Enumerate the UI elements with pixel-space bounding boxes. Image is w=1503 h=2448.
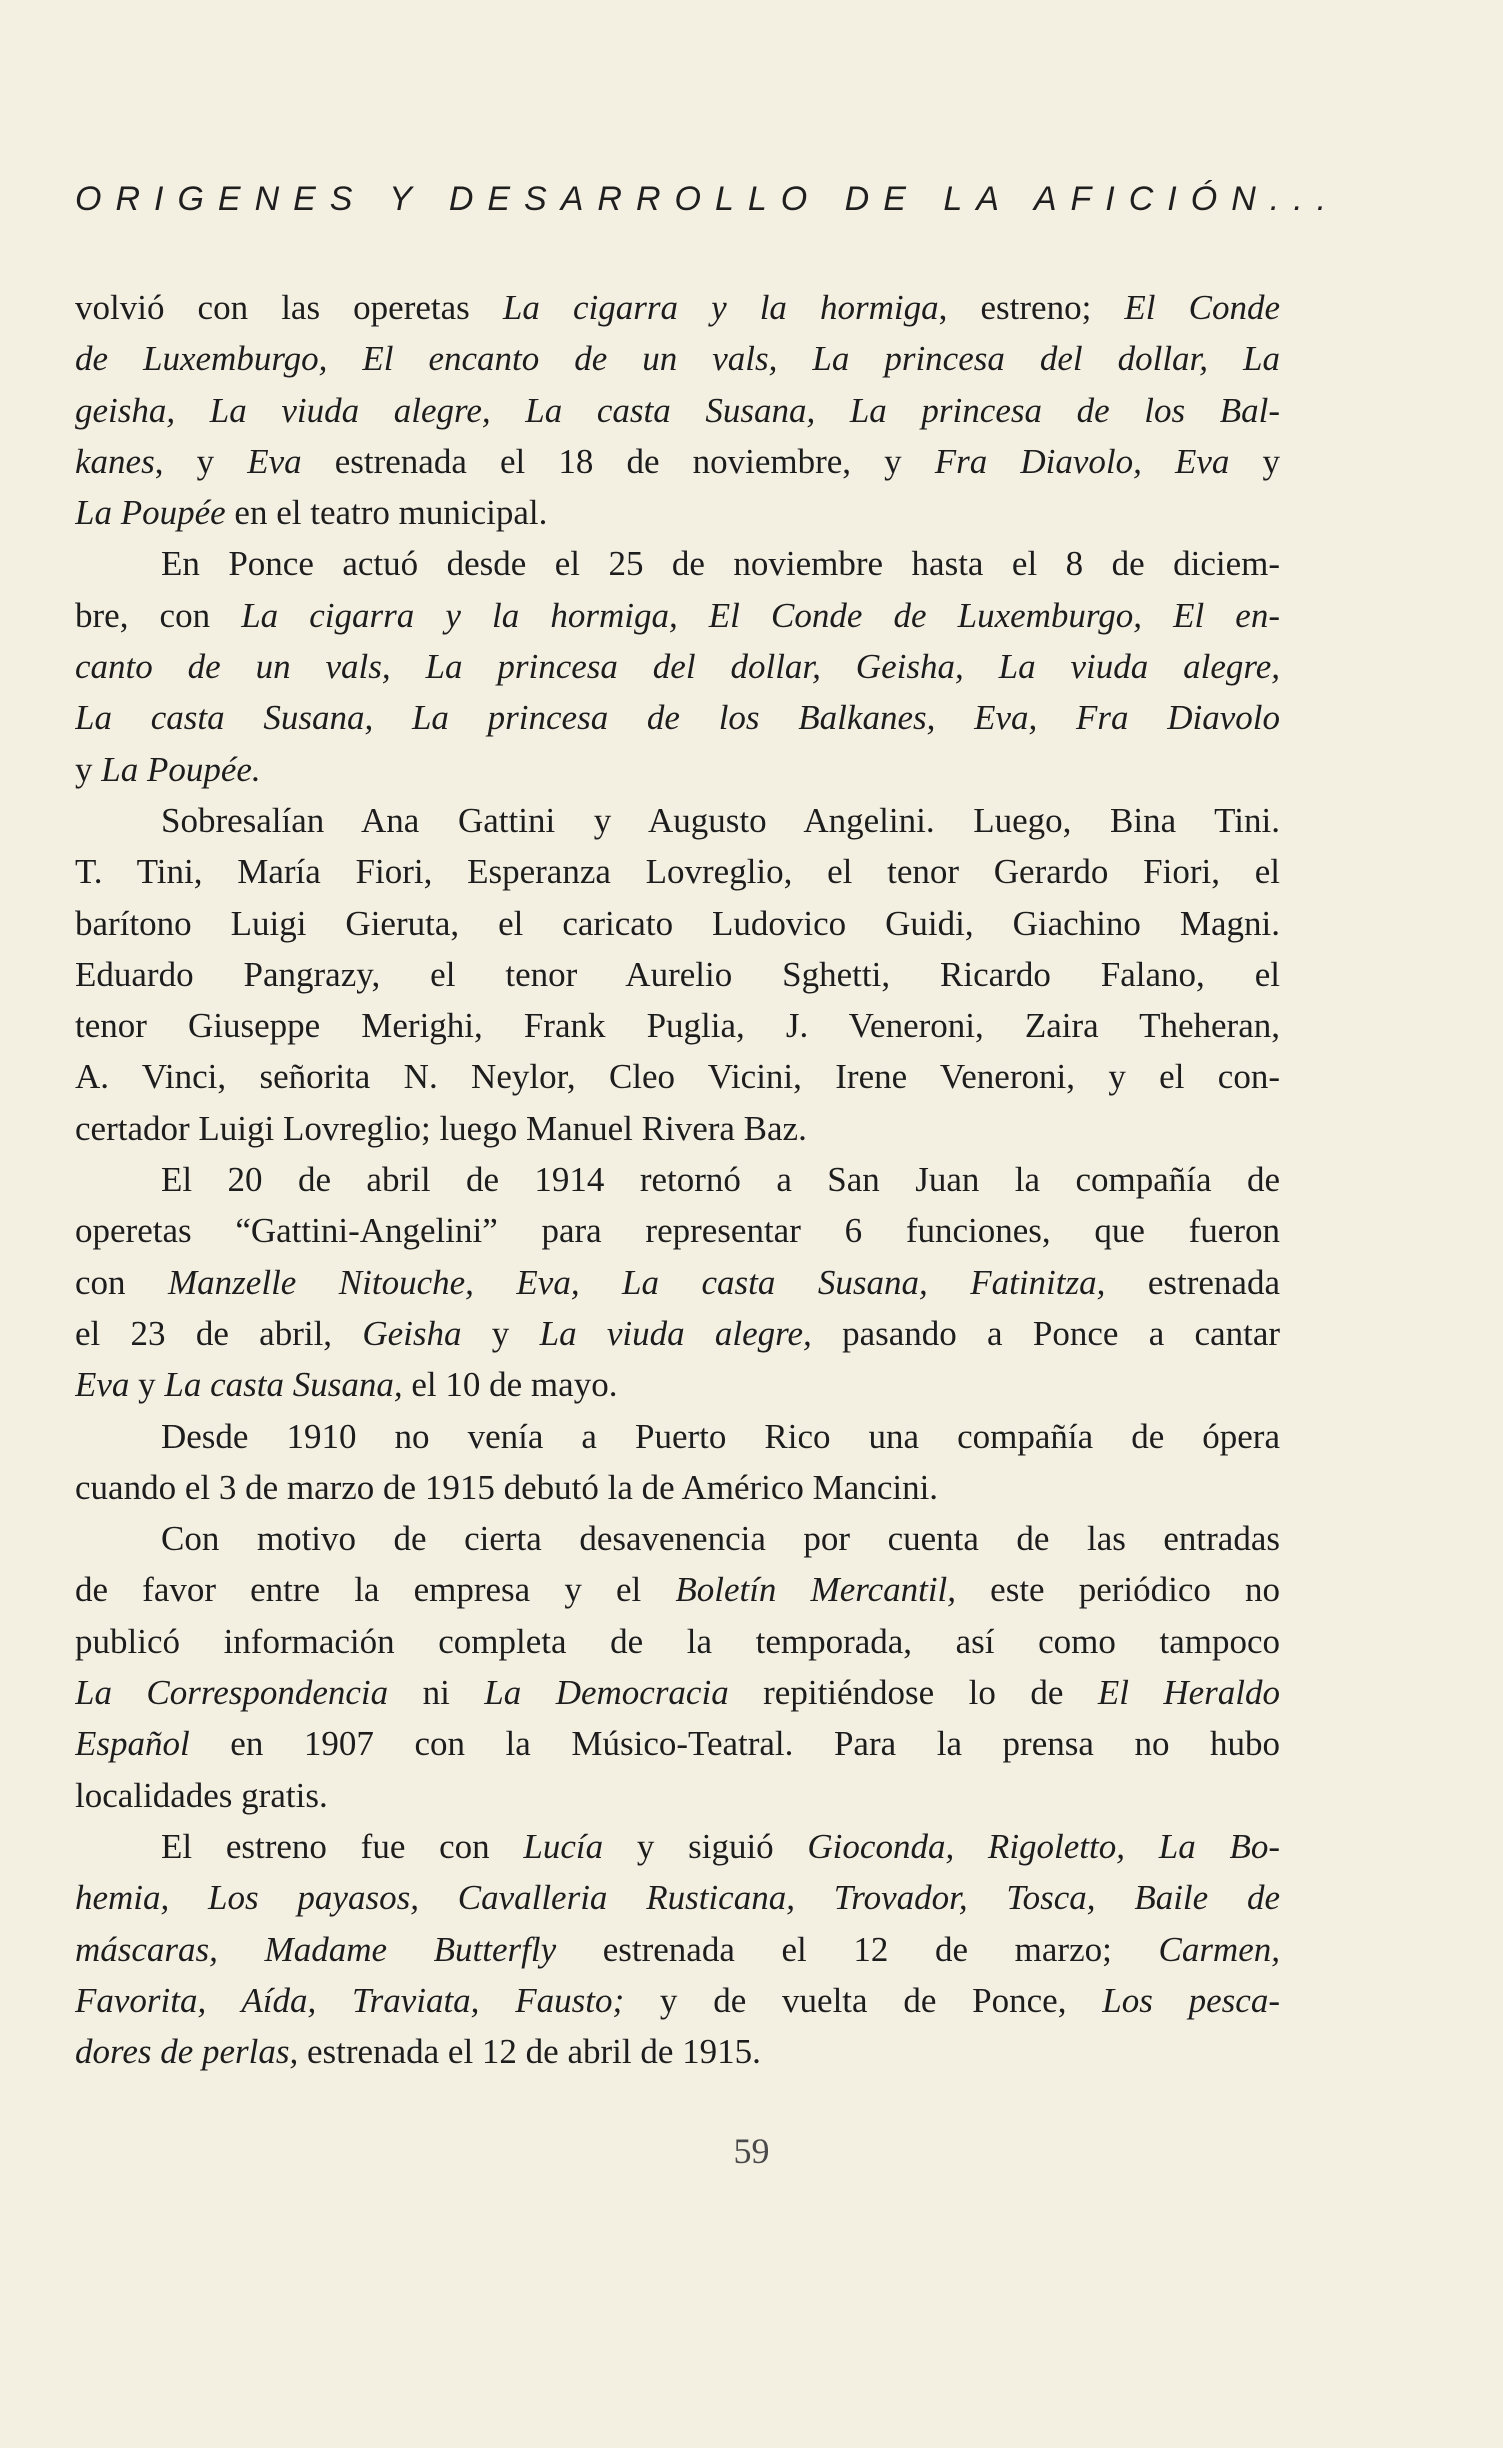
text-run: tenor Giuseppe Merighi, Frank Puglia, J. Veneroni, Zaira Theheran, bbox=[75, 1006, 1280, 1046]
text-run: certador Luigi Lovreglio; luego Manuel Rivera Baz. bbox=[75, 1108, 807, 1148]
text-run: y siguió bbox=[603, 1826, 808, 1866]
running-head: ORIGENES Y DESARROLLO DE LA AFICIÓN... bbox=[75, 180, 1341, 218]
text-line bbox=[75, 1462, 1280, 1513]
text-run: T. Tini, María Fiori, Esperanza Lovreglio, el tenor Gerardo Fiori, el bbox=[75, 852, 1280, 892]
text-line bbox=[75, 436, 1280, 487]
italic-title: La Correspondencia bbox=[75, 1673, 389, 1713]
text-run: y de vuelta de Ponce, bbox=[624, 1980, 1103, 2020]
text-run: en 1907 con la Músico-Teatral. Para la prensa no hubo bbox=[189, 1724, 1280, 1764]
text-line bbox=[75, 1000, 1280, 1051]
text-line bbox=[75, 641, 1280, 692]
text-line bbox=[75, 1821, 1280, 1872]
text-line bbox=[75, 1257, 1280, 1308]
text-line bbox=[75, 1051, 1280, 1102]
italic-title: Favorita, Aída, Traviata, Fausto; bbox=[75, 1980, 625, 2020]
italic-title: Eva bbox=[247, 441, 302, 481]
text-line bbox=[75, 1154, 1280, 1205]
text-line bbox=[75, 1924, 1280, 1975]
text-run: en el teatro municipal. bbox=[225, 493, 548, 533]
italic-title: máscaras, Madame Butterfly bbox=[75, 1929, 557, 1969]
text-run: y bbox=[1229, 441, 1280, 481]
text-run: estrenada el 12 de abril de 1915. bbox=[298, 2032, 761, 2072]
text-line bbox=[75, 1975, 1280, 2026]
text-run: Desde 1910 no venía a Puerto Rico una compañía de ópera bbox=[161, 1416, 1280, 1456]
text-run: ni bbox=[388, 1673, 485, 1713]
text-line bbox=[75, 1564, 1280, 1615]
text-line bbox=[75, 1103, 1280, 1154]
italic-title: Los pesca- bbox=[1102, 1980, 1280, 2020]
text-run: bre, con bbox=[75, 595, 242, 635]
text-run: y bbox=[461, 1313, 540, 1353]
text-line bbox=[75, 692, 1280, 743]
text-line bbox=[75, 2026, 1280, 2077]
text-line bbox=[75, 333, 1280, 384]
text-run: , y bbox=[154, 441, 248, 481]
text-run: localidades gratis. bbox=[75, 1775, 328, 1815]
text-line bbox=[75, 1718, 1280, 1769]
text-line bbox=[75, 898, 1280, 949]
text-run: este periódico no bbox=[956, 1570, 1280, 1610]
text-run: Sobresalían Ana Gattini y Augusto Angelini. Luego, Bina Tini. bbox=[161, 800, 1280, 840]
italic-title: Geisha bbox=[362, 1313, 462, 1353]
body-text bbox=[75, 282, 1280, 2077]
text-run: cuando el 3 de marzo de 1915 debutó la de Américo Mancini. bbox=[75, 1467, 939, 1507]
text-line bbox=[75, 795, 1280, 846]
text-run: volvió con las operetas bbox=[75, 288, 503, 327]
italic-title: Fra Diavolo, Eva bbox=[934, 441, 1230, 481]
text-run: repitiéndose lo de bbox=[728, 1673, 1098, 1713]
text-run: Eduardo Pangrazy, el tenor Aurelio Sghetti, Ricardo Falano, el bbox=[75, 954, 1280, 994]
text-line bbox=[75, 1872, 1280, 1923]
italic-title: Gioconda, Rigoletto, La Bo- bbox=[807, 1826, 1280, 1866]
text-run: Con motivo de cierta desavenencia por cuenta de las entradas bbox=[161, 1519, 1280, 1559]
text-run: estrenada el 12 de marzo; bbox=[556, 1929, 1159, 1969]
text-line bbox=[75, 1667, 1280, 1718]
italic-title: de Luxemburgo, El encanto de un vals, La princesa del dollar, La bbox=[75, 339, 1280, 379]
text-run: El estreno fue con bbox=[161, 1826, 524, 1866]
page-number: 59 bbox=[733, 2131, 770, 2171]
text-run: barítono Luigi Gieruta, el caricato Ludovico Guidi, Giachino Magni. bbox=[75, 903, 1280, 943]
italic-title: geisha, La viuda alegre, La casta Susana, La princesa de los Bal- bbox=[75, 390, 1280, 430]
italic-title: La cigarra y la hormiga bbox=[502, 288, 939, 327]
italic-title: dores de perlas, bbox=[75, 2032, 299, 2072]
text-run: de favor entre la empresa y el bbox=[75, 1570, 676, 1610]
italic-title: Boletín Mercantil, bbox=[675, 1570, 957, 1610]
text-line bbox=[75, 590, 1280, 641]
italic-title: hemia, Los payasos, Cavalleria Rusticana, Trovador, Tosca, Baile de bbox=[75, 1878, 1280, 1918]
text-run: el 23 de abril, bbox=[75, 1313, 363, 1353]
text-run: estrenada el 18 de noviembre, y bbox=[301, 441, 935, 481]
text-run: , estreno; bbox=[938, 288, 1125, 327]
text-run: estrenada bbox=[1105, 1262, 1280, 1302]
text-run: publicó información completa de la temporada, así como tampoco bbox=[75, 1621, 1280, 1661]
text-line bbox=[75, 1616, 1280, 1667]
text-run: pasando a Ponce a cantar bbox=[811, 1313, 1280, 1353]
text-line bbox=[75, 949, 1280, 1000]
italic-title: Lucía bbox=[523, 1826, 604, 1866]
text-line bbox=[75, 1205, 1280, 1256]
text-run: con bbox=[75, 1262, 169, 1302]
italic-title: La casta Susana, bbox=[164, 1365, 403, 1405]
text-line bbox=[75, 1308, 1280, 1359]
italic-title: La Poupée bbox=[75, 493, 226, 533]
text-run: El 20 de abril de 1914 retornó a San Juan la compañía de bbox=[161, 1160, 1280, 1200]
text-line bbox=[75, 1513, 1280, 1564]
text-line bbox=[75, 1411, 1280, 1462]
italic-title: El Conde bbox=[1124, 288, 1280, 327]
italic-title: kanes bbox=[75, 441, 155, 481]
italic-title: La Poupée. bbox=[101, 749, 261, 789]
italic-title: Carmen, bbox=[1158, 1929, 1280, 1969]
text-line bbox=[75, 846, 1280, 897]
text-run: A. Vinci, señorita N. Neylor, Cleo Vicini, Irene Veneroni, y el con- bbox=[75, 1057, 1280, 1097]
text-run: operetas “Gattini-Angelini” para representar 6 funciones, que fueron bbox=[75, 1211, 1280, 1251]
text-line bbox=[75, 1770, 1280, 1821]
italic-title: La viuda alegre, bbox=[539, 1313, 812, 1353]
text-run: En Ponce actuó desde el 25 de noviembre hasta el 8 de diciem- bbox=[161, 544, 1280, 584]
text-run: el 10 de mayo. bbox=[402, 1365, 618, 1405]
text-line bbox=[75, 538, 1280, 589]
italic-title: Eva bbox=[75, 1365, 130, 1405]
italic-title: La Democracia bbox=[484, 1673, 729, 1713]
text-run: y bbox=[129, 1365, 165, 1405]
text-line bbox=[75, 744, 1280, 795]
italic-title: La cigarra y la hormiga, El Conde de Luxemburgo, El en- bbox=[241, 595, 1280, 635]
italic-title: La casta Susana, La princesa de los Balkanes, Eva, Fra Diavolo bbox=[75, 698, 1280, 738]
italic-title: El Heraldo bbox=[1097, 1673, 1280, 1713]
text-run: y bbox=[75, 749, 102, 789]
text-line bbox=[75, 487, 1280, 538]
text-line bbox=[75, 1359, 1280, 1410]
text-line bbox=[75, 385, 1280, 436]
italic-title: Manzelle Nitouche, Eva, La casta Susana, Fatinitza, bbox=[168, 1262, 1106, 1302]
italic-title: Español bbox=[75, 1724, 190, 1764]
italic-title: canto de un vals, La princesa del dollar, Geisha, La viuda alegre, bbox=[75, 647, 1280, 687]
text-line bbox=[75, 282, 1280, 333]
